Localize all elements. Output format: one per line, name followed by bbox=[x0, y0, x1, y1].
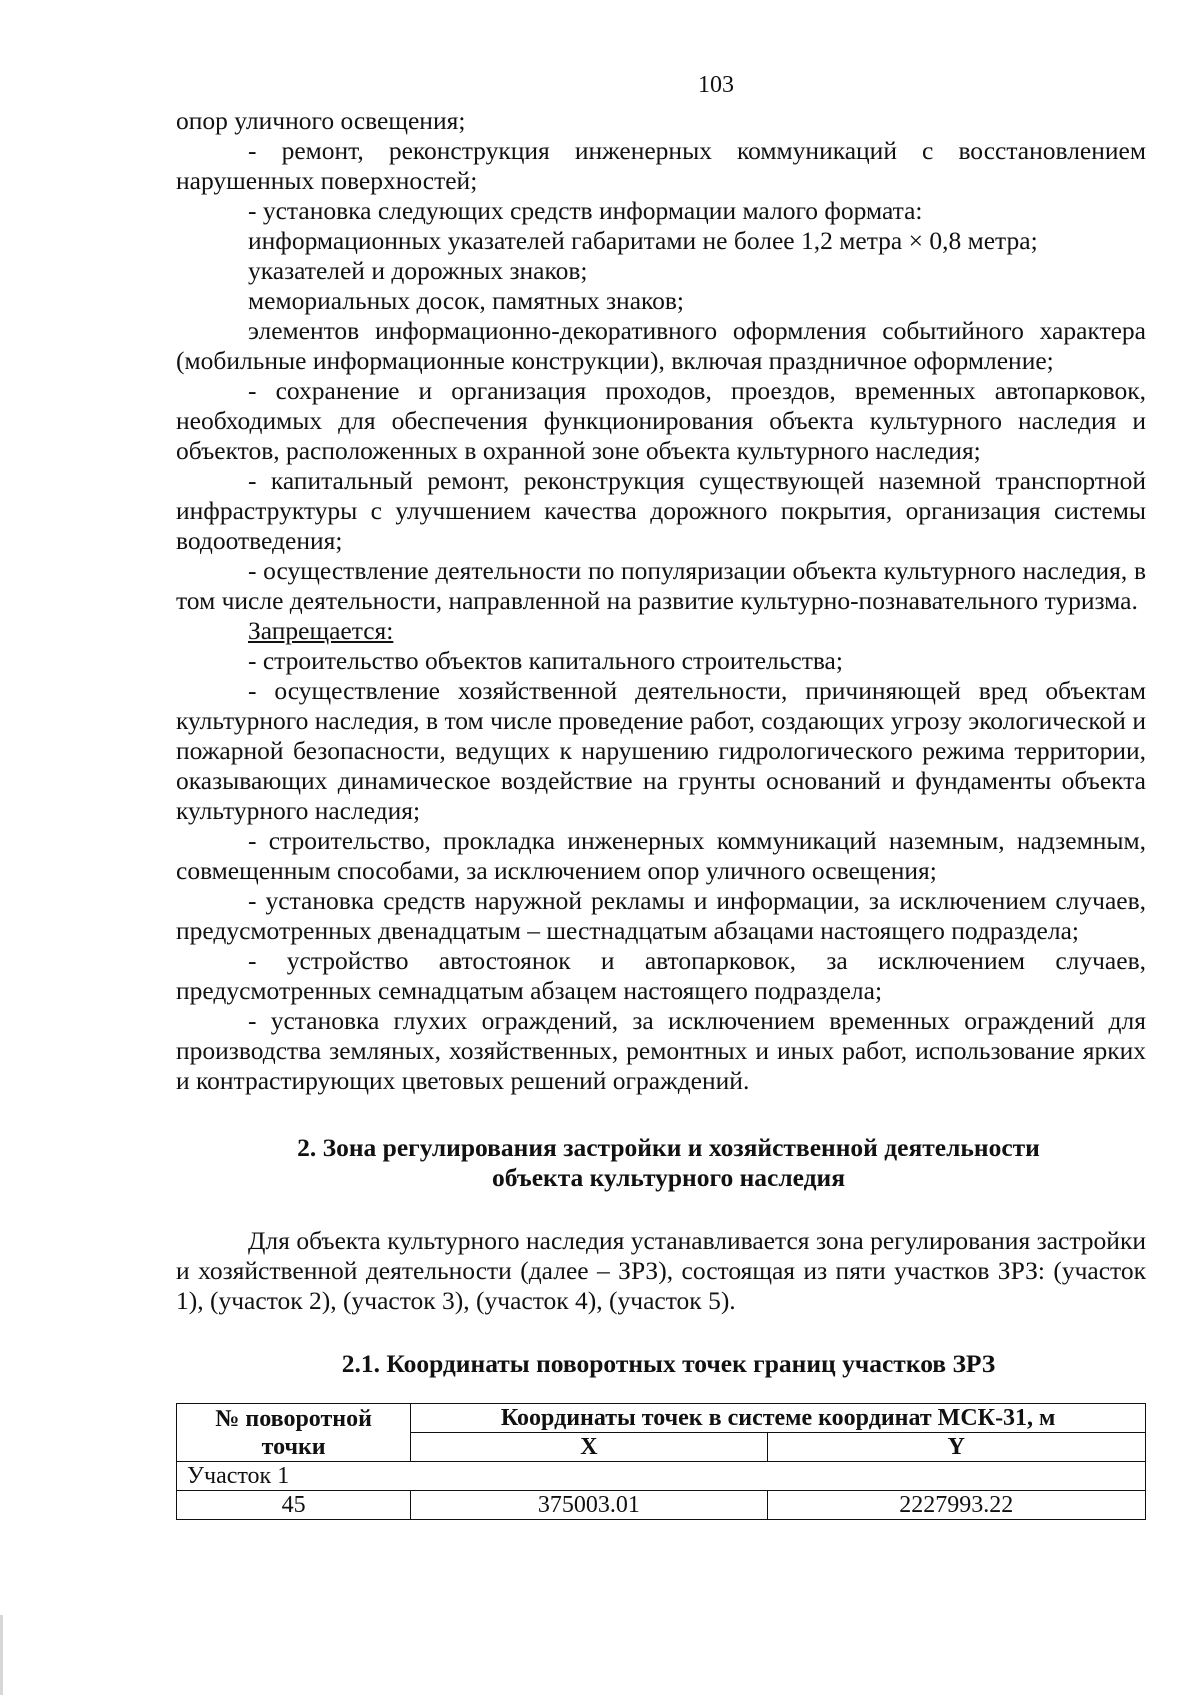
paragraph: - установка средств наружной рекламы и информации, за исключением случаев, предусмотренных двенадцатым – шестнадцатым абзацами настоящего подраздела; bbox=[176, 886, 1146, 945]
y-value: 2227993.22 bbox=[767, 1491, 1145, 1520]
document-page bbox=[176, 70, 1146, 1520]
section-heading bbox=[176, 1133, 1146, 1193]
table-row bbox=[177, 1491, 1146, 1520]
section-heading-line-2: объекта культурного наследия bbox=[491, 1163, 846, 1192]
paragraph: - установка следующих средств информации малого формата: bbox=[248, 196, 923, 225]
scan-edge-mark bbox=[0, 1615, 3, 1695]
paragraph: - строительство, прокладка инженерных коммуникаций наземным, надземным, совмещенным способами, за исключением опор уличного освещения; bbox=[176, 826, 1146, 885]
table-heading: 2.1. Координаты поворотных точек границ участков ЗРЗ bbox=[341, 1349, 996, 1378]
header-point-number-line-1: № поворотной bbox=[215, 1405, 372, 1432]
section-intro: Для объекта культурного наследия устанавливается зона регулирования застройки и хозяйственной деятельности (далее – ЗРЗ), состоящая из пяти участков ЗРЗ: (участок 1), (участок 2), (участок 3), (участок 4), (участок 5). bbox=[176, 1226, 1146, 1315]
paragraph: указателей и дорожных знаков; bbox=[248, 256, 588, 285]
header-y: Y bbox=[767, 1433, 1145, 1462]
paragraph: - установка глухих ограждений, за исключением временных ограждений для производства земляных, хозяйственных, ремонтных и иных работ, использование ярких и контрастирующих цветовых решений ограждений. bbox=[176, 1006, 1146, 1095]
x-value: 375003.01 bbox=[411, 1491, 767, 1520]
paragraph: - строительство объектов капитального строительства; bbox=[248, 646, 843, 675]
page-number: 103 bbox=[698, 72, 734, 98]
section-heading-line-1: 2. Зона регулирования застройки и хозяйственной деятельности bbox=[297, 1133, 1040, 1162]
paragraph: - осуществление деятельности по популяризации объекта культурного наследия, в том числе деятельности, направленной на развитие культурно-познавательного туризма. bbox=[176, 556, 1146, 615]
header-point-number bbox=[177, 1404, 411, 1462]
header-coordinates: Координаты точек в системе координат МСК-31, м bbox=[411, 1404, 1146, 1433]
paragraph: - сохранение и организация проходов, проездов, временных автопарковок, необходимых для обеспечения функционирования объекта культурного наследия и объектов, расположенных в охранной зоне объекта культурного наследия; bbox=[176, 376, 1146, 465]
header-point-number-line-2: точки bbox=[261, 1433, 326, 1460]
header-x: X bbox=[411, 1433, 767, 1462]
table-section-row bbox=[177, 1462, 1146, 1491]
body-text bbox=[176, 106, 1146, 1096]
paragraph: мемориальных досок, памятных знаков; bbox=[248, 286, 684, 315]
section-label: Участок 1 bbox=[177, 1462, 1146, 1491]
paragraph: - устройство автостоянок и автопарковок, за исключением случаев, предусмотренных семнадцатым абзацем настоящего подраздела; bbox=[176, 946, 1146, 1005]
paragraph: - капитальный ремонт, реконструкция существующей наземной транспортной инфраструктуры с улучшением качества дорожного покрытия, организация системы водоотведения; bbox=[176, 466, 1146, 555]
prohibited-label: Запрещается: bbox=[248, 616, 394, 645]
paragraph: элементов информационно-декоративного оформления событийного характера (мобильные информационные конструкции), включая праздничное оформление; bbox=[176, 316, 1146, 375]
prohibited-heading bbox=[176, 616, 1146, 646]
paragraph: - осуществление хозяйственной деятельности, причиняющей вред объектам культурного наследия, в том числе проведение работ, создающих угрозу экологической и пожарной безопасности, ведущих к нарушению гидрологического режима территории, оказывающих динамическое воздействие на грунты оснований и фундаменты объекта культурного наследия; bbox=[176, 676, 1146, 825]
paragraph: опор уличного освещения; bbox=[176, 106, 466, 135]
point-number: 45 bbox=[177, 1491, 411, 1520]
paragraph: информационных указателей габаритами не более 1,2 метра × 0,8 метра; bbox=[248, 226, 1038, 255]
coordinates-table bbox=[176, 1403, 1146, 1520]
paragraph: - ремонт, реконструкция инженерных коммуникаций с восстановлением нарушенных поверхностей; bbox=[176, 136, 1146, 195]
